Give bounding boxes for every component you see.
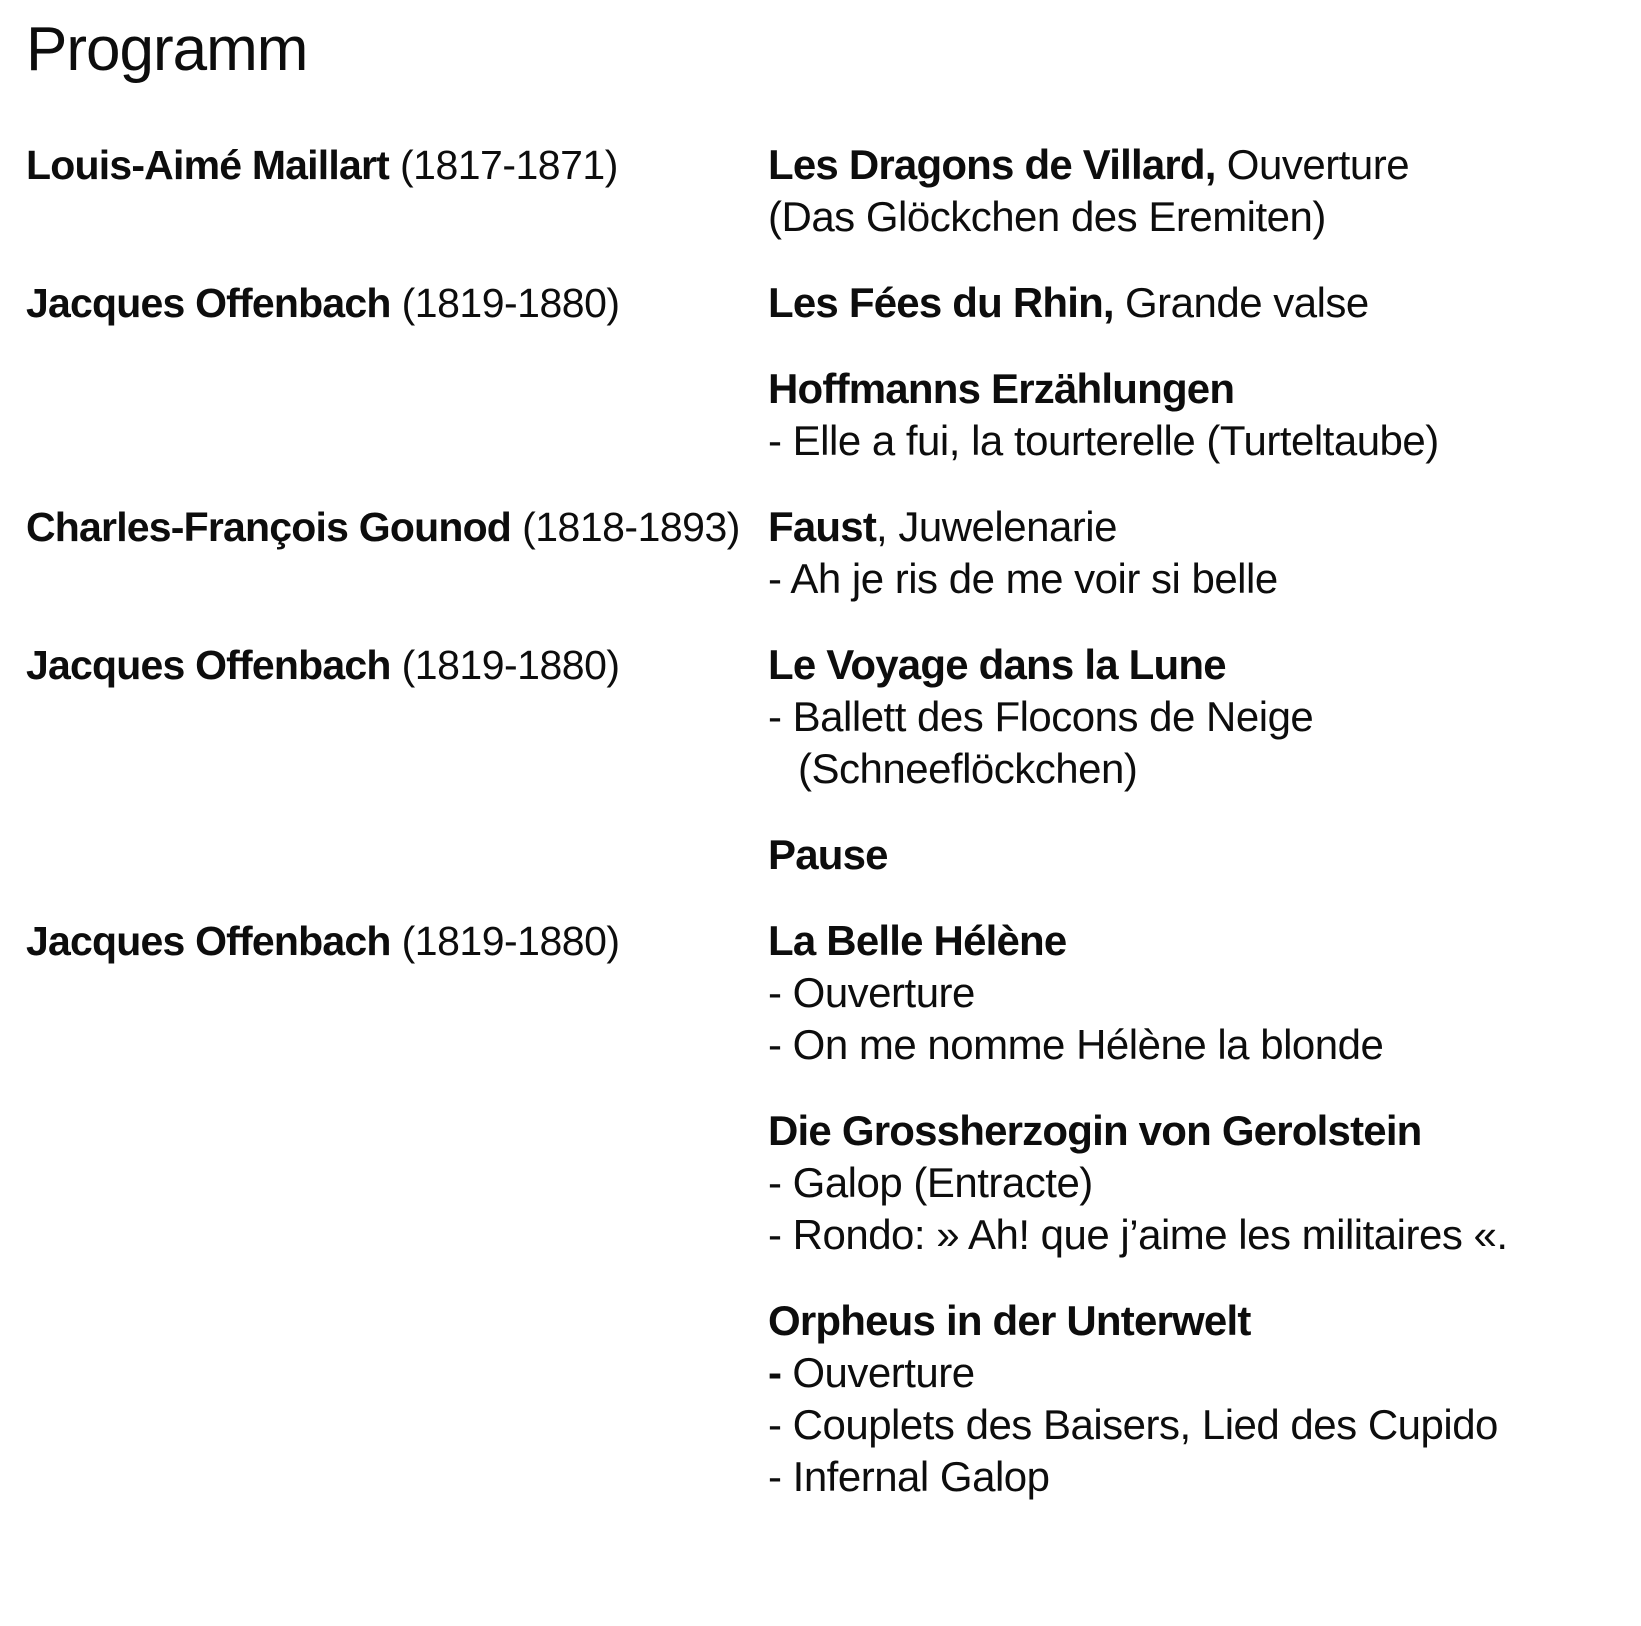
- composer-name: Jacques Offenbach: [26, 918, 391, 964]
- entry-works: [768, 639, 1611, 915]
- work-block: [768, 139, 1611, 243]
- work-line: [768, 1451, 1611, 1503]
- composer-name: Jacques Offenbach: [26, 642, 391, 688]
- work-line: [768, 1347, 1611, 1399]
- work-detail-segment: (Das Glöckchen des Eremiten): [768, 193, 1326, 240]
- work-block: [768, 915, 1611, 1071]
- work-detail-segment: Grande valse: [1113, 279, 1369, 326]
- work-title-segment: Les Fées du Rhin,: [768, 279, 1114, 326]
- composer-dates: (1818-1893): [522, 504, 740, 550]
- composer-dates: (1817-1871): [399, 142, 618, 188]
- work-block: [768, 829, 1611, 881]
- work-title-segment: Le Voyage dans la Lune: [768, 641, 1226, 688]
- work-detail-segment: - Ouverture: [768, 969, 975, 1016]
- composer-dates: (1819-1880): [401, 642, 620, 688]
- composer-dates: (1819-1880): [401, 280, 620, 326]
- work-title-segment: La Belle Hélène: [768, 917, 1067, 964]
- work-title-segment: Faust: [768, 503, 877, 550]
- work-detail-segment: - Rondo: » Ah! que j’aime les militaires «.: [768, 1211, 1508, 1258]
- composer-cell: [26, 915, 768, 967]
- work-detail-segment: (Schneeflöckchen): [798, 745, 1138, 792]
- work-line: [768, 915, 1611, 967]
- composer-cell: [26, 501, 768, 553]
- work-line: [768, 1399, 1611, 1451]
- work-detail-segment: - Ballett des Flocons de Neige: [768, 693, 1314, 740]
- work-line: [768, 363, 1611, 415]
- page-title: Programm: [26, 15, 308, 84]
- work-detail-segment: - Couplets des Baisers, Lied des Cupido: [768, 1401, 1498, 1448]
- work-line: [768, 829, 1611, 881]
- work-line: [768, 1105, 1611, 1157]
- composer-name: Louis-Aimé Maillart: [26, 142, 389, 188]
- work-block: [768, 501, 1611, 605]
- entry-works: [768, 915, 1611, 1537]
- work-detail-segment: - Ah je ris de me voir si belle: [768, 555, 1278, 602]
- entry-works: [768, 139, 1611, 277]
- work-line: [768, 743, 1611, 795]
- work-title-segment: -: [768, 1349, 782, 1396]
- composer-cell: [26, 277, 768, 329]
- work-block: [768, 277, 1611, 329]
- work-line: [768, 639, 1611, 691]
- work-detail-segment: - On me nomme Hélène la blonde: [768, 1021, 1384, 1068]
- program-grid: [26, 139, 1611, 1537]
- work-line: [768, 1157, 1611, 1209]
- work-line: [768, 415, 1611, 467]
- work-detail-segment: Ouverture: [781, 1349, 975, 1396]
- entry-works: [768, 501, 1611, 639]
- work-line: [768, 1019, 1611, 1071]
- work-line: [768, 967, 1611, 1019]
- work-line: [768, 1295, 1611, 1347]
- composer-cell: [26, 139, 768, 191]
- work-block: [768, 639, 1611, 795]
- composer-dates: (1819-1880): [401, 918, 620, 964]
- work-block: [768, 1295, 1611, 1503]
- work-line: [768, 139, 1611, 191]
- work-title-segment: Hoffmanns Erzählungen: [768, 365, 1235, 412]
- work-line: [768, 691, 1611, 743]
- work-detail-segment: - Elle a fui, la tourterelle (Turteltaube): [768, 417, 1439, 464]
- work-block: [768, 1105, 1611, 1261]
- work-detail-segment: - Galop (Entracte): [768, 1159, 1093, 1206]
- work-line: [768, 501, 1611, 553]
- entry-works: [768, 277, 1611, 501]
- composer-name: Charles-François Gounod: [26, 504, 512, 550]
- work-line: [768, 277, 1611, 329]
- work-detail-segment: Ouverture: [1215, 141, 1410, 188]
- work-line: [768, 191, 1611, 243]
- work-detail-segment: - Infernal Galop: [768, 1453, 1050, 1500]
- work-title-segment: Die Grossherzogin von Gerolstein: [768, 1107, 1422, 1154]
- work-line: [768, 553, 1611, 605]
- work-title-segment: Les Dragons de Villard,: [768, 141, 1216, 188]
- work-detail-segment: , Juwelenarie: [876, 503, 1117, 550]
- work-title-segment: Pause: [768, 831, 888, 878]
- program-page: [26, 14, 1611, 1537]
- composer-cell: [26, 639, 768, 691]
- work-block: [768, 363, 1611, 467]
- work-line: [768, 1209, 1611, 1261]
- composer-name: Jacques Offenbach: [26, 280, 391, 326]
- work-title-segment: Orpheus in der Unterwelt: [768, 1297, 1251, 1344]
